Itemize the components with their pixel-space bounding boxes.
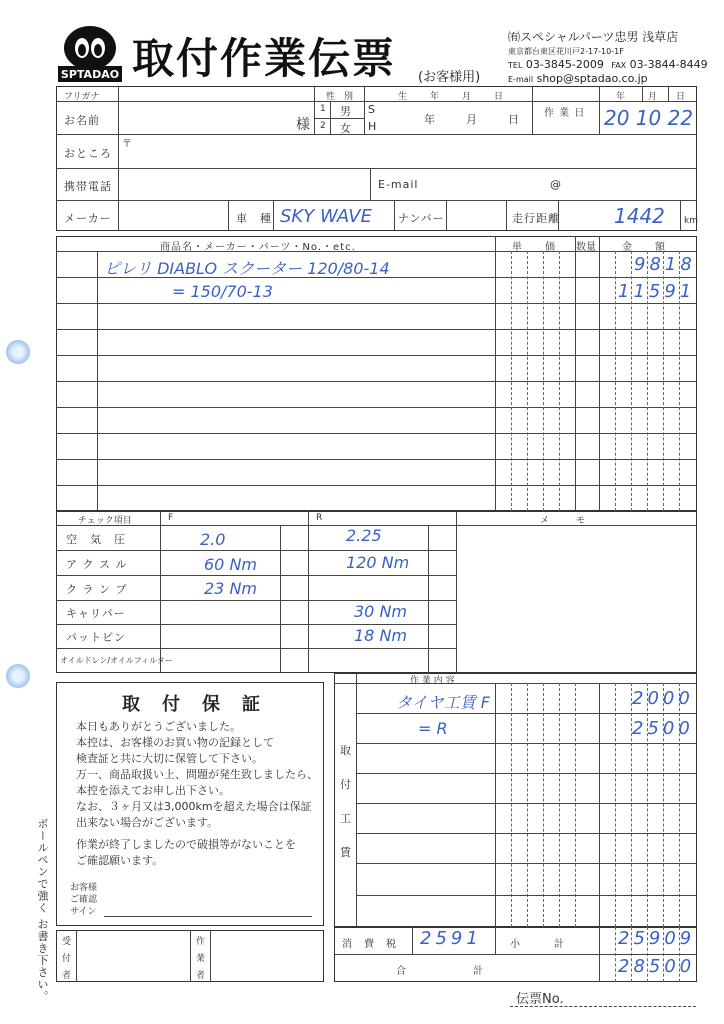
products-row-line <box>56 407 697 408</box>
work-table <box>334 673 697 927</box>
products-row-line <box>56 485 697 486</box>
products-row-line <box>56 459 697 460</box>
work-row-1-desc[interactable]: タイヤ工賃 F <box>396 693 490 712</box>
work-side-char: 賃 <box>340 846 352 859</box>
check-header-memo: メ モ <box>540 516 586 526</box>
sama-label: 様 <box>296 117 311 133</box>
era-heisei: H <box>368 120 378 133</box>
worker-char: 者 <box>196 971 206 981</box>
guarantee-line: なお、３ヶ月又は3,000kmを超えた場合は保証 <box>76 800 312 813</box>
punch-hole <box>6 664 30 688</box>
check-r-value[interactable]: 2.25 <box>346 526 382 545</box>
female-number: 2 <box>320 121 326 131</box>
total-value[interactable]: 28500 <box>618 956 696 977</box>
male-option: 男 <box>340 105 352 118</box>
check-header-r: R <box>316 513 323 523</box>
receiver-char: 付 <box>62 954 72 964</box>
male-number: 1 <box>320 104 326 114</box>
sign-label: サイン <box>70 907 97 917</box>
punch-hole <box>6 340 30 364</box>
work-date-label: 作 業 日 <box>544 108 586 119</box>
products-row-line <box>56 329 697 330</box>
birth-day-unit: 日 <box>508 113 520 126</box>
birth-header-sei: 生 <box>398 92 408 102</box>
products-row-line <box>56 433 697 434</box>
mileage-value[interactable]: 1442 <box>614 204 665 228</box>
mobile-label: 携帯電話 <box>64 180 112 193</box>
email-address: shop@sptadao.co.jp <box>536 72 648 85</box>
subtotal-value[interactable]: 25909 <box>618 928 696 949</box>
form-subtitle: (お客様用) <box>418 70 481 85</box>
guarantee-line: 本控は、お客様のお買い物の記録として <box>76 736 274 749</box>
company-email <box>508 72 648 85</box>
form-title: 取付作業伝票 <box>132 34 397 83</box>
check-item-label: ア ク ス ル <box>66 558 128 571</box>
mileage-label: 走行距離 <box>512 212 560 225</box>
postal-mark: 〒 <box>122 139 133 150</box>
receiver-char: 者 <box>62 971 72 981</box>
mileage-unit: km <box>684 216 698 226</box>
work-row-1-amount[interactable]: 2000 <box>632 688 694 709</box>
guarantee-line: 本控を添えてお申し出下さい。 <box>76 784 230 797</box>
slip-number-label: 伝票No. <box>516 992 564 1007</box>
check-item-label: キャリパー <box>66 607 126 620</box>
email-field-label: E-mail <box>378 178 419 191</box>
sign-label: ご確認 <box>70 895 98 905</box>
check-header-item: チェック項目 <box>78 516 132 526</box>
birth-header-year: 年 <box>430 92 440 102</box>
product-row-2-name[interactable]: = 150/70-13 <box>172 282 273 301</box>
worker-char: 作 <box>196 937 206 947</box>
guarantee-line: 本日もありがとうございました。 <box>76 720 241 733</box>
logo-text: SPTADAO <box>60 68 120 81</box>
birth-month-unit: 月 <box>466 113 478 126</box>
total-label: 合 計 <box>396 966 484 977</box>
work-row-2-desc[interactable]: = R <box>418 719 448 738</box>
check-r-value[interactable]: 120 Nm <box>346 553 410 572</box>
products-header-name: 商品名・メーカー・パーツ・No.・etc. <box>160 242 356 253</box>
plate-label: ナンバー <box>398 212 445 225</box>
work-date-value[interactable]: 20 10 22 <box>604 106 694 130</box>
tax-value[interactable]: 2591 <box>420 928 482 949</box>
product-row-1-name[interactable]: ピレリ DIABLO スクーター 120/80-14 <box>104 259 390 278</box>
fax-number: 03-3844-8449 <box>629 58 708 71</box>
company-tel-fax <box>508 58 708 71</box>
worker-char: 業 <box>196 954 206 964</box>
products-row-line <box>56 251 697 252</box>
company-name: ㈲スペシャルパーツ忠男 浅草店 <box>508 30 679 44</box>
model-label: 車 種 <box>236 212 272 225</box>
guarantee-line: 出来ない場合がございます。 <box>76 816 219 829</box>
product-row-2-amount[interactable]: 11591 <box>618 281 696 302</box>
check-f-value[interactable]: 23 Nm <box>204 579 257 598</box>
products-header-price: 単 価 <box>512 242 556 253</box>
tel-label: TEL <box>508 61 523 70</box>
model-value[interactable]: SKY WAVE <box>280 206 372 227</box>
check-item-label: パットピン <box>66 631 126 644</box>
maker-label: メーカー <box>64 212 112 225</box>
female-option: 女 <box>340 122 352 135</box>
fax-label: FAX <box>611 61 627 70</box>
receiver-char: 受 <box>62 937 72 947</box>
guarantee-line: 万一、商品取扱い上、問題が発生致しましたら、 <box>76 768 318 781</box>
work-header: 作 業 内 容 <box>410 676 455 686</box>
era-showa: S <box>368 103 376 116</box>
guarantee-line: 作業が終了しましたので破損等がないことを <box>76 838 296 851</box>
check-item-label: ク ラ ン プ <box>66 583 128 596</box>
work-date-month-header: 月 <box>648 92 658 102</box>
name-label: お名前 <box>64 114 100 127</box>
products-header-qty: 数量 <box>576 242 596 253</box>
products-header-amount: 金 額 <box>622 242 666 253</box>
side-note: ボールペンで強く お書き下さい。 <box>36 818 49 1003</box>
birth-year-unit: 年 <box>424 113 436 126</box>
check-header-f: F <box>168 513 174 523</box>
guarantee-line: ご確認願います。 <box>76 854 164 867</box>
sign-label: お客様 <box>70 883 98 893</box>
check-f-value[interactable]: 2.0 <box>200 530 226 549</box>
work-row-2-amount[interactable]: 2500 <box>632 718 694 739</box>
tel-number: 03-3845-2009 <box>525 58 604 71</box>
work-side-char: 工 <box>340 812 352 825</box>
work-date-year-header: 年 <box>616 92 626 102</box>
check-item-label: 空 気 圧 <box>66 533 126 546</box>
work-side-char: 付 <box>340 778 352 791</box>
furigana-label: フリガナ <box>64 92 100 102</box>
products-row-line <box>56 303 697 304</box>
check-r-value[interactable]: 18 Nm <box>354 626 407 645</box>
guarantee-line: 検査証と共に大切に保管して下さい。 <box>76 752 263 765</box>
logo <box>54 24 126 84</box>
at-mark: @ <box>550 178 562 191</box>
birth-header-day: 日 <box>494 92 504 102</box>
customer-info-box <box>56 86 697 231</box>
subtotal-label: 小 計 <box>510 939 565 950</box>
guarantee-title: 取 付 保 証 <box>122 694 262 715</box>
products-row-line <box>56 381 697 382</box>
work-side-char: 取 <box>340 744 352 757</box>
address-label: おところ <box>64 147 112 160</box>
birth-header-month: 月 <box>462 92 472 102</box>
gender-label: 性 別 <box>326 92 354 102</box>
work-date-day-header: 日 <box>676 92 686 102</box>
product-row-1-amount[interactable]: 9818 <box>634 254 696 275</box>
check-f-value[interactable]: 60 Nm <box>204 555 257 574</box>
email-label: E-mail <box>508 75 534 84</box>
tax-label: 消 費 税 <box>342 939 397 950</box>
check-r-value[interactable]: 30 Nm <box>354 602 407 621</box>
check-item-label: オイルドレン/オイルフィルター <box>60 656 173 665</box>
company-address: 東京都台東区花川戸2-17-10-1F <box>508 47 624 56</box>
products-row-line <box>56 355 697 356</box>
